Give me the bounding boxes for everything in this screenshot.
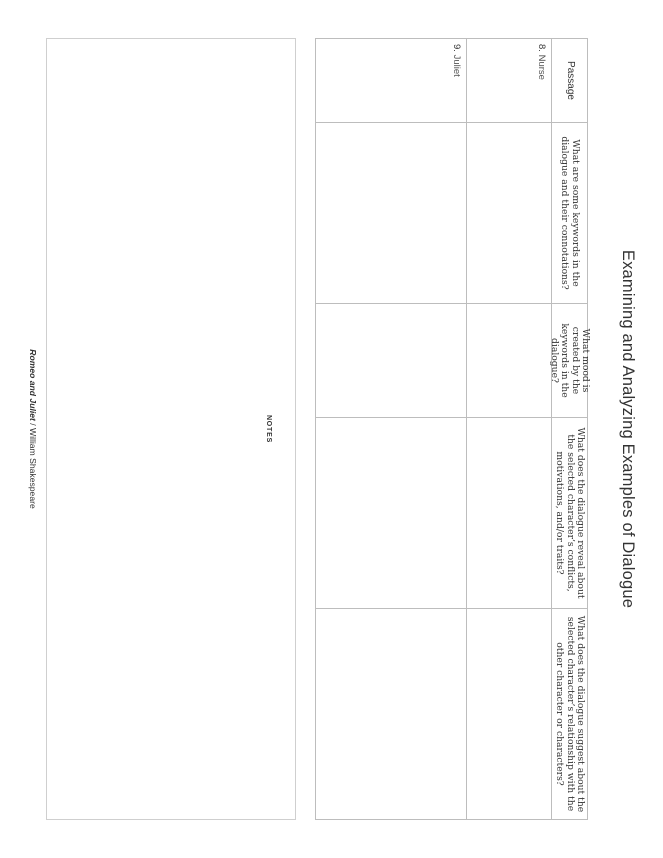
footer-citation [28, 0, 38, 858]
row-number: 9. [451, 44, 462, 52]
row-number: 8. [536, 44, 547, 52]
row-label-nurse [466, 38, 551, 122]
row-label-juliet [315, 38, 466, 122]
answer-cell[interactable] [466, 122, 551, 303]
notes-label: NOTES [265, 414, 272, 444]
work-title: Romeo and Juliet [28, 349, 38, 421]
dialogue-analysis-table [315, 38, 592, 820]
row-name: Juliet [451, 54, 462, 77]
answer-cell[interactable] [315, 122, 466, 303]
answer-cell[interactable] [315, 417, 466, 608]
header-relationship: What does the dialogue suggest about the selected character’s relationship with the other character or characters? [551, 608, 587, 820]
author-name: William Shakespeare [28, 428, 38, 509]
row-name: Nurse [536, 54, 547, 80]
header-mood: What mood is created by the keywords in the dialogue? [551, 303, 587, 417]
notes-box[interactable] [46, 38, 296, 820]
header-keywords: What are some keywords in the dialogue and their connotations? [551, 122, 587, 303]
answer-cell[interactable] [466, 303, 551, 417]
answer-cell[interactable] [466, 417, 551, 608]
answer-cell[interactable] [315, 303, 466, 417]
answer-cell[interactable] [466, 608, 551, 820]
header-reveal: What does the dialogue reveal about the selected character’s conflicts, motivations, and/or traits? [551, 417, 587, 608]
page-title: Examining and Analyzing Examples of Dialogue [619, 249, 637, 609]
answer-cell[interactable] [315, 608, 466, 820]
citation-separator: / [28, 420, 38, 429]
header-passage: Passage [551, 38, 587, 122]
